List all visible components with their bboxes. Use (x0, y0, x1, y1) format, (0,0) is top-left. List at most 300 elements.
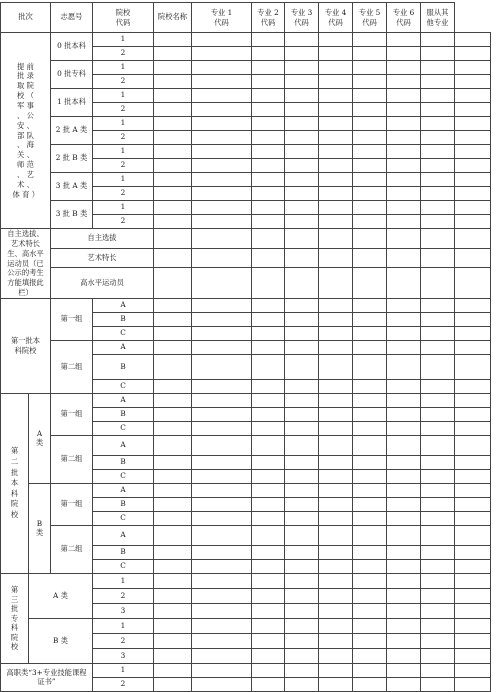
major-4-code-input[interactable] (353, 633, 387, 648)
obey-other-majors-input[interactable] (455, 497, 491, 511)
major-3-code-input[interactable] (319, 47, 353, 61)
major-5-code-input[interactable] (387, 103, 421, 117)
major-1-code-input[interactable] (252, 229, 285, 249)
obey-other-majors-input[interactable] (455, 117, 491, 131)
major-2-code-input[interactable] (285, 663, 319, 677)
school-code-input[interactable] (154, 469, 192, 483)
major-1-code-input[interactable] (252, 421, 285, 435)
major-5-code-input[interactable] (387, 573, 421, 588)
school-code-input[interactable] (154, 483, 192, 497)
major-3-code-input[interactable] (319, 393, 353, 407)
school-code-input[interactable] (154, 131, 192, 145)
obey-other-majors-input[interactable] (455, 312, 491, 326)
major-5-code-input[interactable] (387, 545, 421, 559)
major-3-code-input[interactable] (319, 455, 353, 469)
major-2-code-input[interactable] (285, 603, 319, 618)
major-4-code-input[interactable] (353, 677, 387, 691)
major-6-code-input[interactable] (421, 131, 455, 145)
major-2-code-input[interactable] (285, 648, 319, 663)
school-name-input[interactable] (192, 215, 252, 229)
major-5-code-input[interactable] (387, 497, 421, 511)
major-1-code-input[interactable] (252, 201, 285, 215)
major-5-code-input[interactable] (387, 131, 421, 145)
major-6-code-input[interactable] (421, 588, 455, 603)
school-name-input[interactable] (192, 248, 252, 268)
major-6-code-input[interactable] (421, 268, 455, 299)
major-6-code-input[interactable] (421, 354, 455, 379)
school-name-input[interactable] (192, 618, 252, 633)
school-code-input[interactable] (154, 340, 192, 354)
major-3-code-input[interactable] (319, 340, 353, 354)
major-4-code-input[interactable] (353, 483, 387, 497)
school-name-input[interactable] (192, 298, 252, 312)
major-6-code-input[interactable] (421, 75, 455, 89)
major-4-code-input[interactable] (353, 573, 387, 588)
school-code-input[interactable] (154, 215, 192, 229)
school-code-input[interactable] (154, 559, 192, 573)
major-5-code-input[interactable] (387, 33, 421, 47)
major-1-code-input[interactable] (252, 469, 285, 483)
obey-other-majors-input[interactable] (455, 648, 491, 663)
major-4-code-input[interactable] (353, 618, 387, 633)
major-3-code-input[interactable] (319, 145, 353, 159)
major-3-code-input[interactable] (319, 326, 353, 340)
major-3-code-input[interactable] (319, 75, 353, 89)
major-2-code-input[interactable] (285, 268, 319, 299)
obey-other-majors-input[interactable] (455, 268, 491, 299)
major-2-code-input[interactable] (285, 229, 319, 249)
major-6-code-input[interactable] (421, 663, 455, 677)
major-4-code-input[interactable] (353, 648, 387, 663)
major-3-code-input[interactable] (319, 469, 353, 483)
major-4-code-input[interactable] (353, 663, 387, 677)
obey-other-majors-input[interactable] (455, 421, 491, 435)
major-3-code-input[interactable] (319, 677, 353, 691)
school-code-input[interactable] (154, 75, 192, 89)
major-4-code-input[interactable] (353, 588, 387, 603)
major-6-code-input[interactable] (421, 312, 455, 326)
major-1-code-input[interactable] (252, 145, 285, 159)
school-name-input[interactable] (192, 469, 252, 483)
school-name-input[interactable] (192, 159, 252, 173)
major-4-code-input[interactable] (353, 131, 387, 145)
major-5-code-input[interactable] (387, 145, 421, 159)
major-4-code-input[interactable] (353, 248, 387, 268)
major-2-code-input[interactable] (285, 312, 319, 326)
major-6-code-input[interactable] (421, 483, 455, 497)
major-1-code-input[interactable] (252, 393, 285, 407)
major-6-code-input[interactable] (421, 603, 455, 618)
school-name-input[interactable] (192, 511, 252, 525)
obey-other-majors-input[interactable] (455, 215, 491, 229)
major-1-code-input[interactable] (252, 215, 285, 229)
major-3-code-input[interactable] (319, 633, 353, 648)
major-6-code-input[interactable] (421, 559, 455, 573)
school-code-input[interactable] (154, 407, 192, 421)
major-1-code-input[interactable] (252, 603, 285, 618)
major-5-code-input[interactable] (387, 159, 421, 173)
major-2-code-input[interactable] (285, 117, 319, 131)
major-6-code-input[interactable] (421, 47, 455, 61)
major-2-code-input[interactable] (285, 545, 319, 559)
obey-other-majors-input[interactable] (455, 75, 491, 89)
major-1-code-input[interactable] (252, 455, 285, 469)
school-name-input[interactable] (192, 648, 252, 663)
school-code-input[interactable] (154, 618, 192, 633)
major-2-code-input[interactable] (285, 103, 319, 117)
obey-other-majors-input[interactable] (455, 33, 491, 47)
major-4-code-input[interactable] (353, 145, 387, 159)
school-name-input[interactable] (192, 312, 252, 326)
major-6-code-input[interactable] (421, 145, 455, 159)
major-5-code-input[interactable] (387, 393, 421, 407)
major-5-code-input[interactable] (387, 588, 421, 603)
major-3-code-input[interactable] (319, 33, 353, 47)
major-6-code-input[interactable] (421, 525, 455, 545)
school-name-input[interactable] (192, 89, 252, 103)
school-name-input[interactable] (192, 633, 252, 648)
major-3-code-input[interactable] (319, 603, 353, 618)
school-code-input[interactable] (154, 187, 192, 201)
major-1-code-input[interactable] (252, 559, 285, 573)
obey-other-majors-input[interactable] (455, 326, 491, 340)
school-code-input[interactable] (154, 89, 192, 103)
major-6-code-input[interactable] (421, 573, 455, 588)
major-2-code-input[interactable] (285, 173, 319, 187)
obey-other-majors-input[interactable] (455, 525, 491, 545)
major-2-code-input[interactable] (285, 47, 319, 61)
major-3-code-input[interactable] (319, 379, 353, 393)
major-2-code-input[interactable] (285, 159, 319, 173)
major-4-code-input[interactable] (353, 603, 387, 618)
major-2-code-input[interactable] (285, 131, 319, 145)
major-4-code-input[interactable] (353, 61, 387, 75)
major-2-code-input[interactable] (285, 588, 319, 603)
obey-other-majors-input[interactable] (455, 229, 491, 249)
school-name-input[interactable] (192, 497, 252, 511)
school-code-input[interactable] (154, 268, 192, 299)
major-3-code-input[interactable] (319, 61, 353, 75)
major-2-code-input[interactable] (285, 573, 319, 588)
major-1-code-input[interactable] (252, 407, 285, 421)
major-2-code-input[interactable] (285, 145, 319, 159)
obey-other-majors-input[interactable] (455, 435, 491, 455)
major-5-code-input[interactable] (387, 663, 421, 677)
major-1-code-input[interactable] (252, 497, 285, 511)
major-3-code-input[interactable] (319, 573, 353, 588)
school-code-input[interactable] (154, 248, 192, 268)
major-2-code-input[interactable] (285, 677, 319, 691)
school-code-input[interactable] (154, 298, 192, 312)
school-name-input[interactable] (192, 545, 252, 559)
major-6-code-input[interactable] (421, 215, 455, 229)
major-5-code-input[interactable] (387, 407, 421, 421)
obey-other-majors-input[interactable] (455, 173, 491, 187)
major-4-code-input[interactable] (353, 173, 387, 187)
school-name-input[interactable] (192, 663, 252, 677)
major-1-code-input[interactable] (252, 618, 285, 633)
major-4-code-input[interactable] (353, 268, 387, 299)
major-1-code-input[interactable] (252, 326, 285, 340)
school-name-input[interactable] (192, 407, 252, 421)
obey-other-majors-input[interactable] (455, 469, 491, 483)
major-4-code-input[interactable] (353, 201, 387, 215)
school-name-input[interactable] (192, 173, 252, 187)
major-3-code-input[interactable] (319, 268, 353, 299)
obey-other-majors-input[interactable] (455, 483, 491, 497)
school-code-input[interactable] (154, 497, 192, 511)
major-3-code-input[interactable] (319, 525, 353, 545)
major-2-code-input[interactable] (285, 618, 319, 633)
school-name-input[interactable] (192, 603, 252, 618)
major-1-code-input[interactable] (252, 117, 285, 131)
major-3-code-input[interactable] (319, 618, 353, 633)
major-3-code-input[interactable] (319, 159, 353, 173)
obey-other-majors-input[interactable] (455, 61, 491, 75)
obey-other-majors-input[interactable] (455, 47, 491, 61)
major-5-code-input[interactable] (387, 268, 421, 299)
major-5-code-input[interactable] (387, 525, 421, 545)
major-4-code-input[interactable] (353, 89, 387, 103)
obey-other-majors-input[interactable] (455, 393, 491, 407)
school-code-input[interactable] (154, 47, 192, 61)
major-1-code-input[interactable] (252, 187, 285, 201)
school-code-input[interactable] (154, 525, 192, 545)
major-4-code-input[interactable] (353, 187, 387, 201)
school-code-input[interactable] (154, 455, 192, 469)
major-1-code-input[interactable] (252, 354, 285, 379)
school-code-input[interactable] (154, 677, 192, 691)
major-3-code-input[interactable] (319, 298, 353, 312)
major-1-code-input[interactable] (252, 103, 285, 117)
major-4-code-input[interactable] (353, 340, 387, 354)
major-6-code-input[interactable] (421, 187, 455, 201)
major-2-code-input[interactable] (285, 33, 319, 47)
major-4-code-input[interactable] (353, 159, 387, 173)
major-5-code-input[interactable] (387, 633, 421, 648)
major-6-code-input[interactable] (421, 511, 455, 525)
major-2-code-input[interactable] (285, 559, 319, 573)
obey-other-majors-input[interactable] (455, 407, 491, 421)
obey-other-majors-input[interactable] (455, 201, 491, 215)
major-1-code-input[interactable] (252, 61, 285, 75)
school-name-input[interactable] (192, 677, 252, 691)
major-1-code-input[interactable] (252, 340, 285, 354)
major-6-code-input[interactable] (421, 201, 455, 215)
major-5-code-input[interactable] (387, 201, 421, 215)
major-2-code-input[interactable] (285, 354, 319, 379)
major-2-code-input[interactable] (285, 326, 319, 340)
major-4-code-input[interactable] (353, 33, 387, 47)
major-5-code-input[interactable] (387, 469, 421, 483)
school-name-input[interactable] (192, 455, 252, 469)
major-1-code-input[interactable] (252, 663, 285, 677)
school-code-input[interactable] (154, 61, 192, 75)
major-3-code-input[interactable] (319, 435, 353, 455)
major-4-code-input[interactable] (353, 559, 387, 573)
major-1-code-input[interactable] (252, 588, 285, 603)
major-4-code-input[interactable] (353, 215, 387, 229)
major-3-code-input[interactable] (319, 117, 353, 131)
major-6-code-input[interactable] (421, 173, 455, 187)
major-6-code-input[interactable] (421, 117, 455, 131)
major-3-code-input[interactable] (319, 229, 353, 249)
major-5-code-input[interactable] (387, 173, 421, 187)
school-name-input[interactable] (192, 379, 252, 393)
major-2-code-input[interactable] (285, 298, 319, 312)
school-code-input[interactable] (154, 648, 192, 663)
major-6-code-input[interactable] (421, 648, 455, 663)
major-3-code-input[interactable] (319, 483, 353, 497)
major-1-code-input[interactable] (252, 268, 285, 299)
school-name-input[interactable] (192, 229, 252, 249)
school-code-input[interactable] (154, 545, 192, 559)
major-1-code-input[interactable] (252, 131, 285, 145)
major-4-code-input[interactable] (353, 298, 387, 312)
major-6-code-input[interactable] (421, 61, 455, 75)
major-3-code-input[interactable] (319, 201, 353, 215)
major-6-code-input[interactable] (421, 435, 455, 455)
major-5-code-input[interactable] (387, 648, 421, 663)
major-1-code-input[interactable] (252, 33, 285, 47)
major-2-code-input[interactable] (285, 497, 319, 511)
major-5-code-input[interactable] (387, 248, 421, 268)
obey-other-majors-input[interactable] (455, 511, 491, 525)
major-3-code-input[interactable] (319, 588, 353, 603)
major-1-code-input[interactable] (252, 173, 285, 187)
major-6-code-input[interactable] (421, 618, 455, 633)
obey-other-majors-input[interactable] (455, 159, 491, 173)
major-1-code-input[interactable] (252, 545, 285, 559)
obey-other-majors-input[interactable] (455, 603, 491, 618)
major-3-code-input[interactable] (319, 559, 353, 573)
major-2-code-input[interactable] (285, 469, 319, 483)
major-5-code-input[interactable] (387, 677, 421, 691)
school-name-input[interactable] (192, 588, 252, 603)
school-code-input[interactable] (154, 511, 192, 525)
obey-other-majors-input[interactable] (455, 455, 491, 469)
major-4-code-input[interactable] (353, 455, 387, 469)
major-6-code-input[interactable] (421, 497, 455, 511)
major-2-code-input[interactable] (285, 393, 319, 407)
major-1-code-input[interactable] (252, 435, 285, 455)
major-1-code-input[interactable] (252, 379, 285, 393)
obey-other-majors-input[interactable] (455, 248, 491, 268)
school-name-input[interactable] (192, 47, 252, 61)
school-name-input[interactable] (192, 435, 252, 455)
school-code-input[interactable] (154, 117, 192, 131)
obey-other-majors-input[interactable] (455, 633, 491, 648)
school-code-input[interactable] (154, 588, 192, 603)
school-name-input[interactable] (192, 117, 252, 131)
obey-other-majors-input[interactable] (455, 145, 491, 159)
obey-other-majors-input[interactable] (455, 187, 491, 201)
school-code-input[interactable] (154, 603, 192, 618)
school-code-input[interactable] (154, 663, 192, 677)
major-3-code-input[interactable] (319, 648, 353, 663)
obey-other-majors-input[interactable] (455, 663, 491, 677)
school-name-input[interactable] (192, 75, 252, 89)
major-4-code-input[interactable] (353, 379, 387, 393)
major-2-code-input[interactable] (285, 61, 319, 75)
major-6-code-input[interactable] (421, 633, 455, 648)
major-3-code-input[interactable] (319, 545, 353, 559)
major-6-code-input[interactable] (421, 545, 455, 559)
obey-other-majors-input[interactable] (455, 354, 491, 379)
obey-other-majors-input[interactable] (455, 559, 491, 573)
school-code-input[interactable] (154, 33, 192, 47)
major-3-code-input[interactable] (319, 187, 353, 201)
major-5-code-input[interactable] (387, 75, 421, 89)
school-code-input[interactable] (154, 229, 192, 249)
major-5-code-input[interactable] (387, 421, 421, 435)
school-code-input[interactable] (154, 354, 192, 379)
major-6-code-input[interactable] (421, 340, 455, 354)
major-6-code-input[interactable] (421, 677, 455, 691)
major-2-code-input[interactable] (285, 455, 319, 469)
major-2-code-input[interactable] (285, 483, 319, 497)
major-2-code-input[interactable] (285, 187, 319, 201)
major-5-code-input[interactable] (387, 89, 421, 103)
school-name-input[interactable] (192, 268, 252, 299)
major-5-code-input[interactable] (387, 340, 421, 354)
obey-other-majors-input[interactable] (455, 89, 491, 103)
obey-other-majors-input[interactable] (455, 103, 491, 117)
school-name-input[interactable] (192, 421, 252, 435)
major-2-code-input[interactable] (285, 89, 319, 103)
major-2-code-input[interactable] (285, 75, 319, 89)
major-4-code-input[interactable] (353, 393, 387, 407)
school-name-input[interactable] (192, 354, 252, 379)
major-1-code-input[interactable] (252, 298, 285, 312)
major-1-code-input[interactable] (252, 75, 285, 89)
major-6-code-input[interactable] (421, 89, 455, 103)
school-code-input[interactable] (154, 573, 192, 588)
major-5-code-input[interactable] (387, 312, 421, 326)
school-code-input[interactable] (154, 103, 192, 117)
obey-other-majors-input[interactable] (455, 545, 491, 559)
major-4-code-input[interactable] (353, 103, 387, 117)
major-1-code-input[interactable] (252, 525, 285, 545)
major-1-code-input[interactable] (252, 511, 285, 525)
major-6-code-input[interactable] (421, 393, 455, 407)
major-3-code-input[interactable] (319, 215, 353, 229)
major-6-code-input[interactable] (421, 407, 455, 421)
major-6-code-input[interactable] (421, 103, 455, 117)
major-1-code-input[interactable] (252, 633, 285, 648)
major-4-code-input[interactable] (353, 75, 387, 89)
obey-other-majors-input[interactable] (455, 131, 491, 145)
obey-other-majors-input[interactable] (455, 340, 491, 354)
major-4-code-input[interactable] (353, 47, 387, 61)
major-6-code-input[interactable] (421, 298, 455, 312)
school-code-input[interactable] (154, 159, 192, 173)
major-5-code-input[interactable] (387, 187, 421, 201)
school-name-input[interactable] (192, 573, 252, 588)
school-name-input[interactable] (192, 326, 252, 340)
major-3-code-input[interactable] (319, 663, 353, 677)
major-3-code-input[interactable] (319, 511, 353, 525)
school-code-input[interactable] (154, 173, 192, 187)
major-1-code-input[interactable] (252, 573, 285, 588)
major-5-code-input[interactable] (387, 618, 421, 633)
major-1-code-input[interactable] (252, 648, 285, 663)
major-5-code-input[interactable] (387, 603, 421, 618)
major-4-code-input[interactable] (353, 435, 387, 455)
major-3-code-input[interactable] (319, 173, 353, 187)
major-1-code-input[interactable] (252, 677, 285, 691)
major-1-code-input[interactable] (252, 248, 285, 268)
